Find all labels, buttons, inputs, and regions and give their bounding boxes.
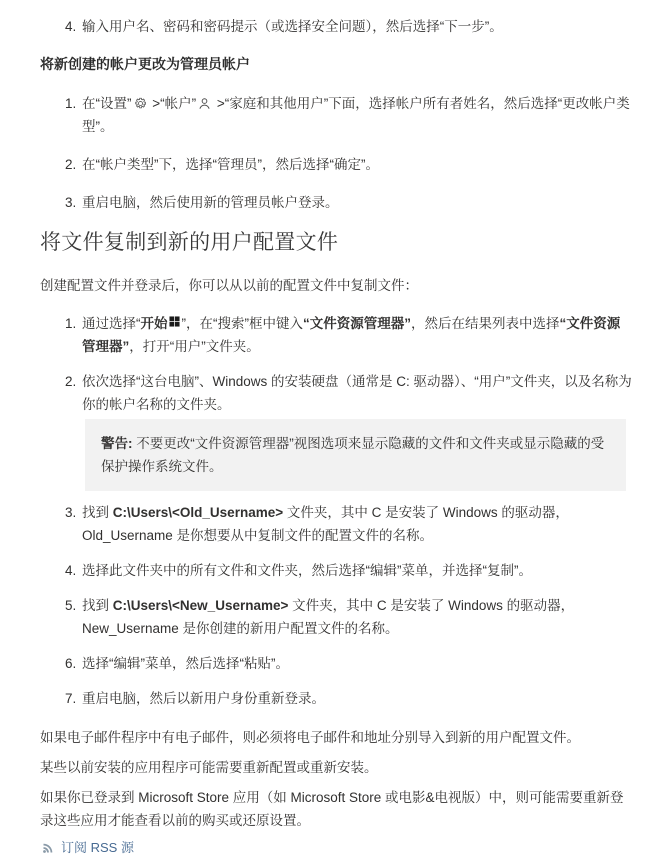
warning-callout [85,419,626,491]
list-item-number: 1. [65,316,77,331]
rss-subscribe-link[interactable] [40,836,134,859]
text-segment: 文件夹，其中 C 是安装了 Windows 的驱动器，New_Username 是你创建的新用户配置文件的名称。 [82,598,575,636]
start-label: 开始 [140,316,168,331]
list-item-number: 3. [65,195,77,210]
text-segment: 选择“编辑”菜单，然后选择“粘贴”。 [82,656,289,671]
list-item-text [82,594,634,640]
list-item [65,191,634,214]
outro-paragraph-email: 如果电子邮件程序中有电子邮件，则必须将电子邮件和地址分别导入到新的用户配置文件。 [40,730,580,745]
text-segment: >“帐户” [148,96,197,111]
list-item [65,559,634,582]
list-item-text [82,652,634,675]
gear-icon [134,97,147,110]
list-item [65,312,634,358]
text-segment: 找到 [82,598,113,613]
outro-paragraph-apps: 某些以前安装的应用程序可能需要重新配置或重新安装。 [40,760,378,775]
text-segment: 通过选择“ [82,316,141,331]
list-item-text [82,370,634,416]
list-item-number: 4. [65,19,77,34]
list-item [65,92,634,138]
list-item [65,687,634,710]
text-segment: 在“帐户类型”下，选择“管理员”，然后选择“确定”。 [82,157,379,172]
list-item-number: 2. [65,157,77,172]
list-item-number: 4. [65,563,77,578]
list-item-number: 1. [65,96,77,111]
text-segment: 在“设置” [82,96,132,111]
text-segment: ”，在“搜索”框中键入 [181,316,303,331]
text-segment: 重启电脑，然后使用新的管理员帐户登录。 [82,195,339,210]
rss-link-label: 订阅 RSS 源 [61,840,134,855]
list-item-number: 2. [65,374,77,389]
text-segment: 输入用户名、密码和密码提示（或选择安全问题），然后选择“下一步”。 [82,19,503,34]
text-segment: 找到 [82,505,113,520]
rss-subscribe-row [40,836,634,861]
list-item-text [82,15,634,38]
list-item-text [82,153,634,176]
list-item-number: 6. [65,656,77,671]
list-item-text [82,559,634,582]
list-item-text [82,92,634,138]
new-username-path: C:\Users\<New_Username> [112,598,289,613]
outro-paragraph-store: 如果你已登录到 Microsoft Store 应用（如 Microsoft Store 或电影&电视版）中，则可能需要重新登录这些应用才能查看以前的购买或还原设置。 [40,790,624,828]
text-segment: ，然后在结果列表中选择 [411,316,560,331]
text-segment: 选择此文件夹中的所有文件和文件夹，然后选择“编辑”菜单，并选择“复制”。 [82,563,532,578]
list-item-text [82,312,634,358]
list-item [65,652,634,675]
list-item [65,594,634,640]
section-heading-copy-files: 将文件复制到新的用户配置文件 [40,231,339,254]
text-segment: ，打开“用户”文件夹。 [129,339,260,354]
list-item-number: 3. [65,505,77,520]
rss-icon [42,842,54,854]
list-item-number: 7. [65,691,77,706]
list-item-text [82,687,634,710]
list-item-text [82,501,634,547]
old-username-path: C:\Users\<Old_Username> [112,505,284,520]
warning-label: 警告: [101,436,133,451]
list-item [65,153,634,176]
person-icon [198,97,211,110]
file-explorer-label: “文件资源管理器” [82,316,621,354]
file-explorer-label: “文件资源管理器” [303,316,411,331]
text-segment: >“家庭和其他用户”下面，选择帐户所有者姓名，然后选择“更改帐户类型”。 [82,96,630,134]
list-item [65,501,634,547]
intro-paragraph: 创建配置文件并登录后，你可以从以前的配置文件中复制文件： [40,278,418,293]
list-item-number: 5. [65,598,77,613]
list-item-text [82,191,634,214]
list-item [65,370,634,416]
text-segment: 重启电脑，然后以新用户身份重新登录。 [82,691,325,706]
warning-text: 不要更改“文件资源管理器”视图选项来显示隐藏的文件和文件夹或显示隐藏的受保护操作系统文件。 [101,436,605,474]
section-heading-admin-account: 将新创建的帐户更改为管理员帐户 [40,56,250,72]
text-segment: 依次选择“这台电脑”、Windows 的安装硬盘（通常是 C: 驱动器）、“用户”文件夹，以及名称为你的帐户名称的文件夹。 [82,374,632,412]
windows-logo-icon [169,316,180,327]
text-segment: 文件夹，其中 C 是安装了 Windows 的驱动器，Old_Username 是你想要从中复制文件的配置文件的名称。 [82,505,569,543]
list-item [65,15,634,38]
